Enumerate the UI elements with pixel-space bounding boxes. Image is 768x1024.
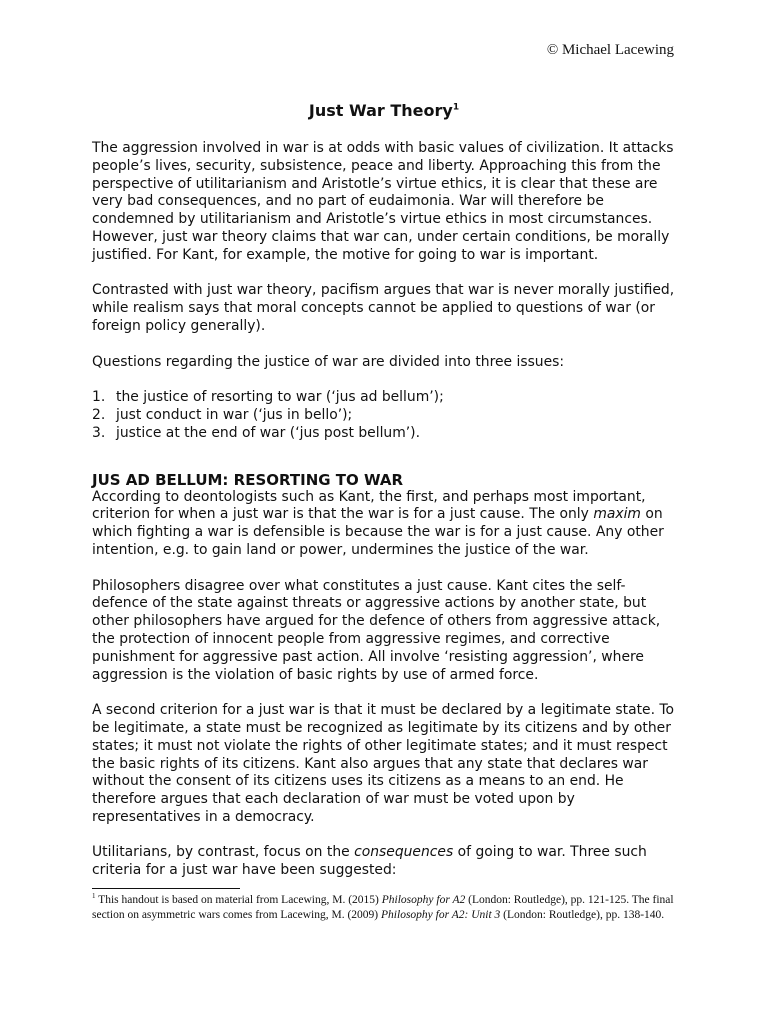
emphasis-consequences: consequences <box>354 844 454 861</box>
paragraph-text: Utilitarians, by contrast, focus on the <box>92 844 355 861</box>
list-item-number: 1. <box>92 389 106 406</box>
list-item-text: the justice of resorting to war (‘jus ad bellum’); <box>116 389 444 406</box>
title-footnote-mark[interactable]: 1 <box>452 102 460 113</box>
intro-paragraph-3: Questions regarding the justice of war are divided into three issues: <box>92 353 565 370</box>
copyright-notice: © Michael Lacewing <box>546 42 674 58</box>
intro-paragraph-1: The aggression involved in war is at odds with basic values of civilization. It attacks people’s lives, security, subsistence, peace and liberty. Approaching this from the perspective of utilitarianism and Aristotle’s virtue ethics, it is clear that these are very bad consequences, and no part of eudaimonia. War will therefore be condemned by utilitarianism and Aristotle’s virtue ethics in most circumstances. However, just war theory claims that war can, under certain conditions, be morally justified. For Kant, for example, the motive for going to war is important. <box>92 140 674 263</box>
list-item-number: 3. <box>92 424 106 441</box>
footnote-text: (London: Routledge), pp. 138-140. <box>500 908 665 921</box>
section-paragraph-2: Philosophers disagree over what constitutes a just cause. Kant cites the self-defence of the state against threats or aggressive actions by another state, but other philosophers have argued for the defence of others from aggressive attack, the protection of innocent people from aggressive regimes, and corrective punishment for aggressive past action. All involve ‘resisting aggression’, where aggression is the violation of basic rights by use of armed force. <box>92 577 661 683</box>
title-text: Just War Theory <box>308 101 453 120</box>
paragraph-text: According to deontologists such as Kant, the first, and perhaps most important, criterion for when a just war is that the war is for a just cause. The only <box>92 488 646 523</box>
list-item-number: 2. <box>92 406 106 423</box>
paragraph-text: on which fighting a war is defensible is because the war is for a just cause. Any other intention, e.g. to gain land or power, undermines the justice of the war. <box>92 506 664 558</box>
paragraph-text: of going to war. Three such criteria for a just war have been suggested: <box>92 844 647 879</box>
footnote-mark: 1 <box>92 892 96 901</box>
list-item-text: justice at the end of war (‘jus post bellum’). <box>116 424 421 441</box>
footnote <box>92 893 678 923</box>
list-item <box>92 425 676 443</box>
list-item <box>92 407 676 425</box>
section-paragraph-1 <box>92 489 676 560</box>
footnote-book-title: Philosophy for A2: Unit 3 <box>381 908 501 921</box>
section-paragraph-3: A second criterion for a just war is that it must be declared by a legitimate state. To be legitimate, a state must be recognized as legitimate by its citizens and by other states; it must not violate the rights of other legitimate states; and it must respect the basic rights of its citizens. Kant also argues that any state that declares war without the consent of its citizens uses its citizens as a means to an end. He therefore argues that each declaration of war must be voted upon by representatives in a democracy. <box>92 702 675 825</box>
list-item-text: just conduct in war (‘jus in bello’); <box>116 406 353 423</box>
emphasis-maxim: maxim <box>593 506 641 523</box>
footnote-book-title: Philosophy for A2 <box>381 894 466 906</box>
section-heading: JUS AD BELLUM: RESORTING TO WAR <box>92 470 404 489</box>
footnote-text: (London: Routledge), pp. 121-125. The final section on asymmetric wars comes from Lacewing, M. (2009) <box>92 894 674 921</box>
footnote-divider <box>92 888 240 889</box>
list-item <box>92 389 676 407</box>
intro-paragraph-2: Contrasted with just war theory, pacifism argues that war is never morally justified, while realism says that moral concepts cannot be applied to questions of war (or foreign policy generally). <box>92 282 675 334</box>
section-paragraph-4 <box>92 844 676 880</box>
issues-list <box>92 389 676 442</box>
page-title <box>0 101 768 120</box>
footnote-text: This handout is based on material from Lacewing, M. (2015) <box>95 894 382 906</box>
